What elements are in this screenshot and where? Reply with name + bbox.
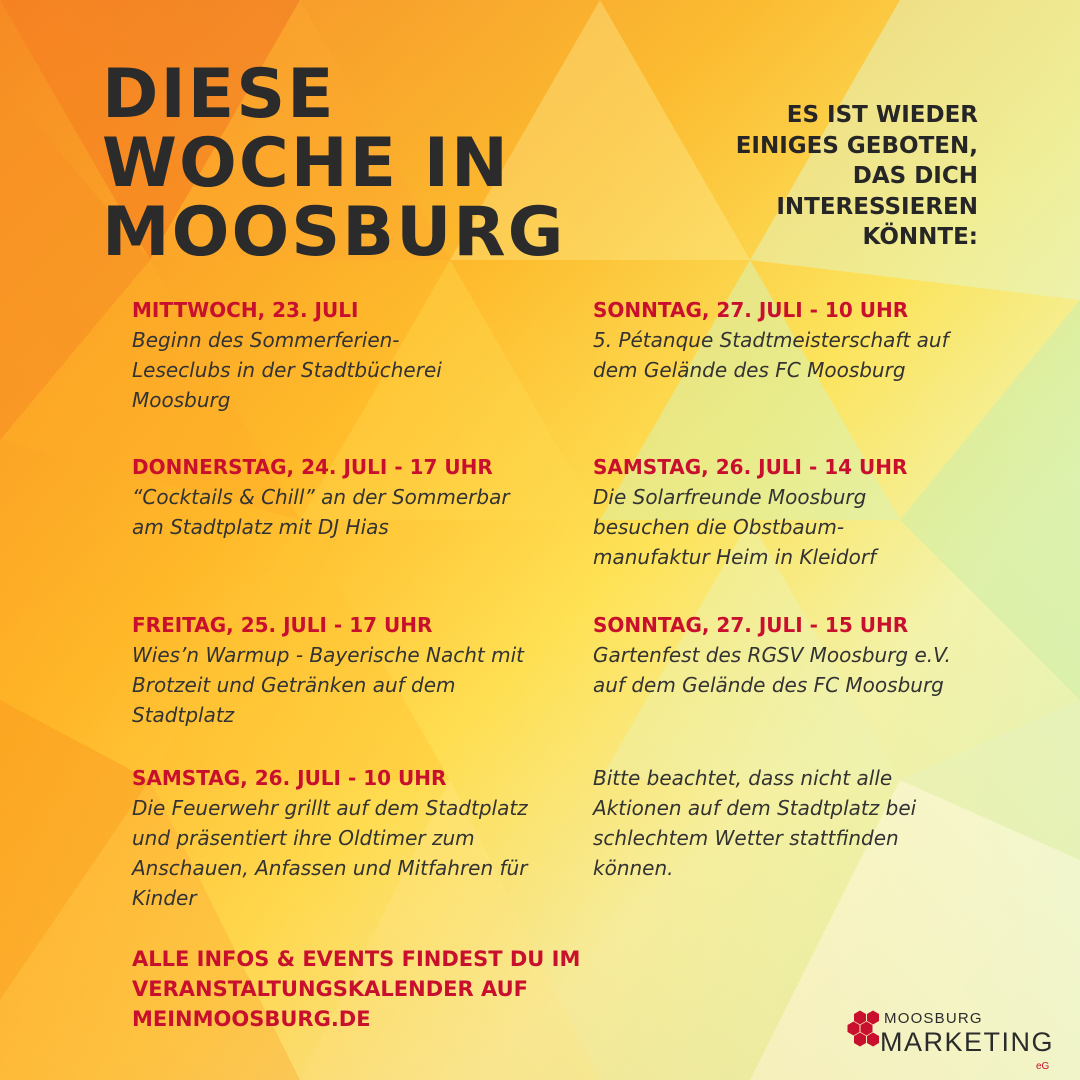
intro-line: ES IST WIEDER — [786, 102, 978, 128]
event-freitag — [132, 610, 572, 730]
event-description: Gartenfest des RGSV Moosburg e.V. auf dem Gelände des FC Moosburg — [593, 643, 951, 697]
event-heading: SAMSTAG, 26. JULI - 10 UHR — [132, 766, 447, 790]
page-title — [102, 55, 702, 272]
footer-line: ALLE INFOS & EVENTS FINDEST DU IM — [132, 947, 581, 971]
event-sonntag-10 — [593, 295, 1033, 385]
event-description: Wies’n Warmup - Bayerische Nacht mit Brotzeit und Getränken auf dem Stadtplatz — [132, 643, 525, 727]
intro-text — [678, 100, 978, 253]
footer-line: MEINMOOSBURG.DE — [132, 1007, 371, 1031]
event-description: Beginn des Sommerferien-Leseclubs in der Stadtbücherei Moosburg — [132, 328, 442, 412]
hexagon-cluster-icon — [848, 1011, 880, 1047]
event-donnerstag — [132, 452, 572, 542]
intro-line: DAS DICH — [852, 163, 978, 189]
intro-line: KÖNNTE: — [862, 224, 978, 250]
event-samstag-14 — [593, 452, 1033, 572]
intro-line: INTERESSIEREN — [776, 193, 978, 220]
event-samstag-10 — [132, 763, 572, 913]
event-sonntag-15 — [593, 610, 1033, 700]
event-heading: SONNTAG, 27. JULI - 10 UHR — [593, 298, 909, 322]
event-description: “Cocktails & Chill” an der Sommerbar am Stadtplatz mit DJ Hias — [132, 485, 510, 539]
event-heading: SAMSTAG, 26. JULI - 14 UHR — [593, 455, 908, 479]
logo-top-text: MOOSBURG — [884, 1010, 983, 1027]
footer-line: VERANSTALTUNGSKALENDER AUF — [132, 977, 528, 1001]
event-mittwoch — [132, 295, 572, 415]
moosburg-marketing-logo — [840, 1005, 1080, 1080]
intro-line: EINIGES GEBOTEN, — [735, 132, 978, 159]
logo-suffix-text: eG — [1036, 1061, 1050, 1072]
footer-info — [132, 944, 652, 1034]
logo-main-text: MARKETING — [880, 1027, 1055, 1057]
notice-text: Bitte beachtet, dass nicht alle Aktionen auf dem Stadtplatz bei schlechtem Wetter stattfinden können. — [593, 766, 917, 880]
event-description: Die Feuerwehr grillt auf dem Stadtplatz und präsentiert ihre Oldtimer zum Anschauen, Anfassen und Mitfahren für Kinder — [132, 796, 528, 910]
event-description: 5. Pétanque Stadtmeisterschaft auf dem Gelände des FC Moosburg — [593, 328, 949, 382]
title-line: DIESE — [102, 55, 336, 134]
event-heading: DONNERSTAG, 24. JULI - 17 UHR — [132, 455, 493, 479]
event-description: Die Solarfreunde Moosburg besuchen die Obstbaum-manufaktur Heim in Kleidorf — [593, 485, 877, 569]
weather-notice — [593, 763, 1033, 883]
event-heading: MITTWOCH, 23. JULI — [132, 298, 359, 322]
event-heading: FREITAG, 25. JULI - 17 UHR — [132, 613, 433, 637]
event-heading: SONNTAG, 27. JULI - 15 UHR — [593, 613, 909, 637]
title-line: WOCHE IN — [102, 124, 510, 203]
title-line: MOOSBURG — [102, 193, 566, 272]
